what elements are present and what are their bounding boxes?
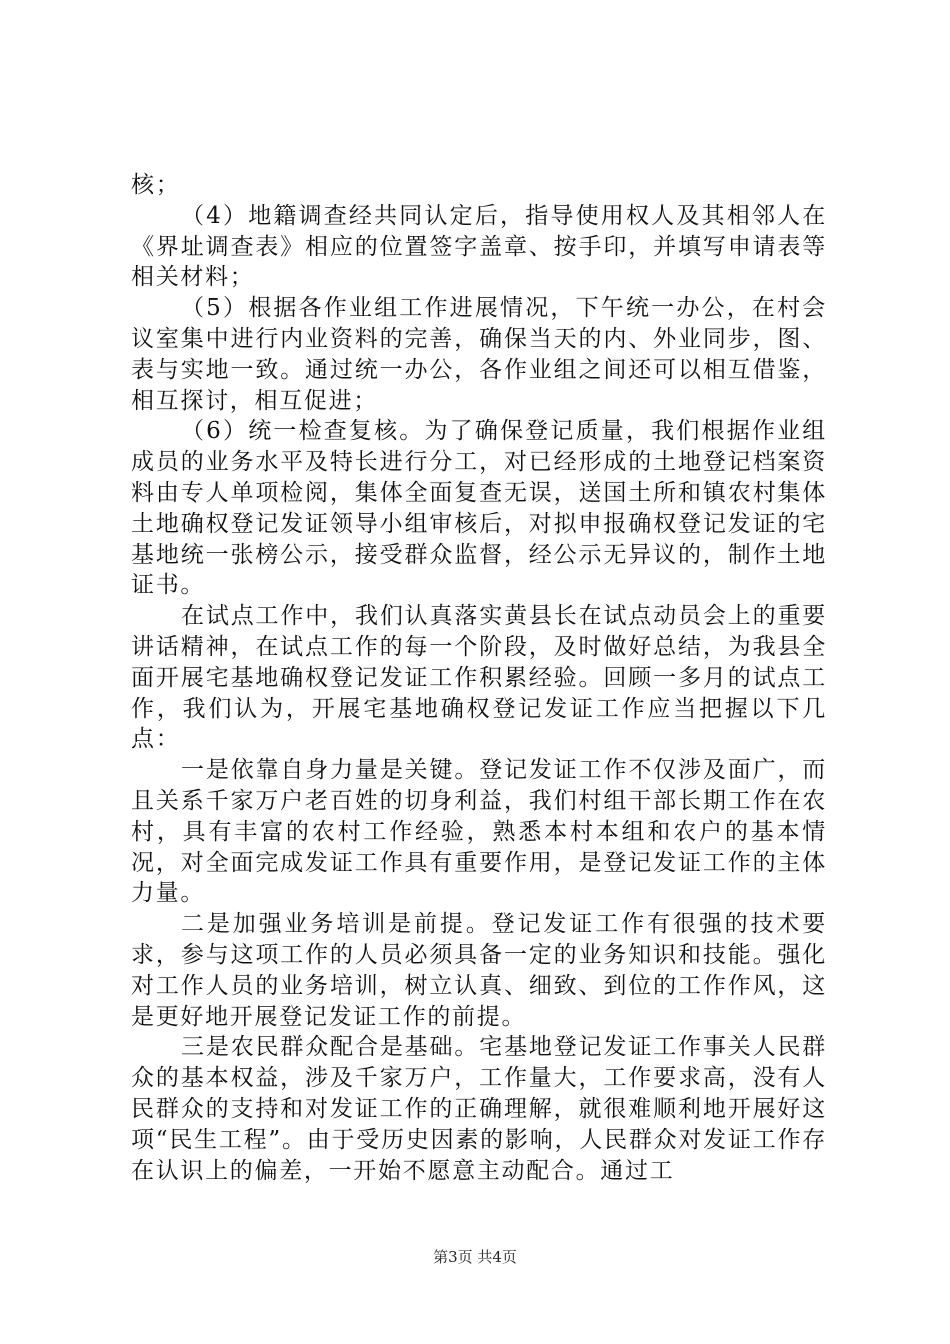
document-body (131, 170, 827, 1186)
paragraph-item-5: （5）根据各作业组工作进展情况，下午统一办公，在村会议室集中进行内业资料的完善，确保当天的内、外业同步，图、表与实地一致。通过统一办公，各作业组之间还可以相互借鉴，相互探讨，相互促进； (131, 295, 827, 414)
paragraph-point-1: 一是依靠自身力量是关键。登记发证工作不仅涉及面广，而且关系千家万户老百姓的切身利益，我们村组干部长期工作在农村，具有丰富的农村工作经验，熟悉本村本组和农户的基本情况，对全面完成发证工作具有重要作用，是登记发证工作的主体力量。 (131, 757, 827, 907)
paragraph-item-6: （6）统一检查复核。为了确保登记质量，我们根据作业组成员的业务水平及特长进行分工，对已经形成的土地登记档案资料由专人单项检阅，集体全面复查无误，送国土所和镇农村集体土地确权登记发证领导小组审核后，对拟申报确权登记发证的宅基地统一张榜公示，接受群众监督，经公示无异议的，制作土地证书。 (131, 418, 827, 599)
paragraph-point-3: 三是农民群众配合是基础。宅基地登记发证工作事关人民群众的基本权益，涉及千家万户，工作量大，工作要求高，没有人民群众的支持和对发证工作的正确理解，就很难顺利地开展好这项“民生工程”。由于受历史因素的影响，人民群众对发证工作存在认识上的偏差，一开始不愿意主动配合。通过工 (131, 1034, 827, 1184)
page-footer (0, 1248, 950, 1266)
paragraph-continuation: 核； (131, 172, 181, 198)
paragraph-summary: 在试点工作中，我们认真落实黄县长在试点动员会上的重要讲话精神，在试点工作的每一个阶段，及时做好总结，为我县全面开展宅基地确权登记发证工作积累经验。回顾一多月的试点工作，我们认为，开展宅基地确权登记发证工作应当把握以下几点： (131, 603, 827, 753)
paragraph-point-2: 二是加强业务培训是前提。登记发证工作有很强的技术要求，参与这项工作的人员必须具备一定的业务知识和技能。强化对工作人员的业务培训，树立认真、细致、到位的工作作风，这是更好地开展登记发证工作的前提。 (131, 911, 827, 1030)
paragraph-item-4: （4）地籍调查经共同认定后，指导使用权人及其相邻人在《界址调查表》相应的位置签字盖章、按手印，并填写申请表等相关材料； (131, 202, 827, 291)
page-number-label: 第3页 共4页 (433, 1248, 517, 1266)
